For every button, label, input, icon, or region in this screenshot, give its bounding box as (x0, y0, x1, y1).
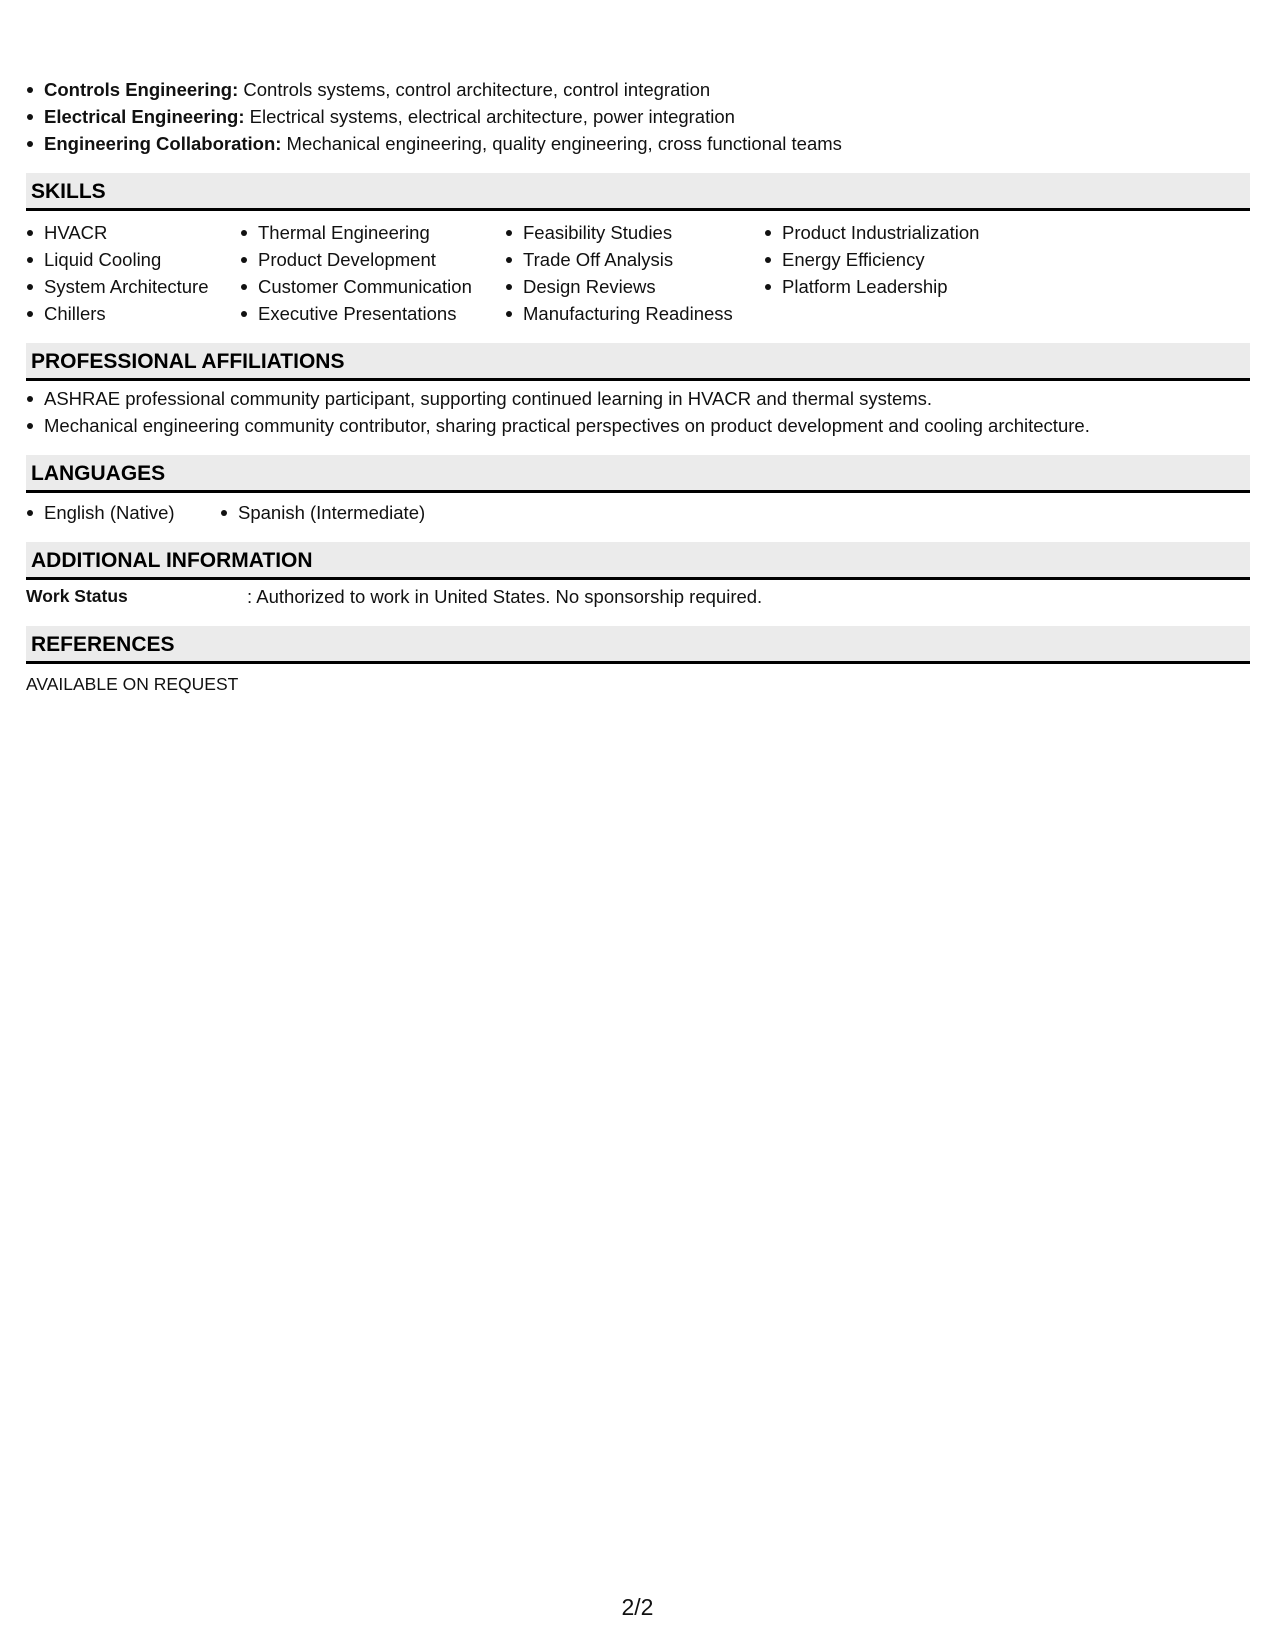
additional-info-heading: ADDITIONAL INFORMATION (26, 542, 1250, 580)
skill-item: Chillers (26, 300, 240, 327)
skills-grid (26, 219, 1250, 327)
skill-item: Feasibility Studies (505, 219, 764, 246)
work-status-row (26, 583, 1250, 610)
skill-item: Trade Off Analysis (505, 246, 764, 273)
page-number: 2/2 (621, 1594, 654, 1620)
skill-item: Product Development (240, 246, 505, 273)
skills-column (505, 219, 764, 327)
skill-item: System Architecture (26, 273, 240, 300)
expertise-text: Mechanical engineering, quality engineering, cross functional teams (281, 133, 842, 154)
expertise-label: Electrical Engineering: (44, 106, 245, 127)
skills-column (764, 219, 1064, 327)
expertise-label: Engineering Collaboration: (44, 133, 282, 154)
languages-list (26, 499, 1250, 526)
work-status-label: Work Status (26, 586, 128, 606)
list-item (26, 130, 1250, 157)
affiliation-item: ASHRAE professional community participant, supporting continued learning in HVACR and thermal systems. (26, 385, 1250, 412)
skills-column (240, 219, 505, 327)
skills-column (26, 219, 240, 327)
language-item: English (Native) (26, 499, 220, 526)
affiliations-heading: PROFESSIONAL AFFILIATIONS (26, 343, 1250, 381)
skill-item: Product Industrialization (764, 219, 1064, 246)
skill-item: Manufacturing Readiness (505, 300, 764, 327)
resume-page (26, 76, 1250, 698)
affiliations-list (26, 385, 1250, 439)
affiliation-item: Mechanical engineering community contributor, sharing practical perspectives on product development and cooling architecture. (26, 412, 1250, 439)
skill-item: Liquid Cooling (26, 246, 240, 273)
skill-item: Energy Efficiency (764, 246, 1064, 273)
skill-item: Thermal Engineering (240, 219, 505, 246)
expertise-text: Controls systems, control architecture, control integration (238, 79, 711, 100)
work-status-value: : Authorized to work in United States. No sponsorship required. (247, 586, 763, 607)
skills-heading: SKILLS (26, 173, 1250, 211)
skill-item: HVACR (26, 219, 240, 246)
skill-item: Design Reviews (505, 273, 764, 300)
expertise-text: Electrical systems, electrical architecture, power integration (244, 106, 735, 127)
references-heading: REFERENCES (26, 626, 1250, 664)
skill-item: Platform Leadership (764, 273, 1064, 300)
references-text: AVAILABLE ON REQUEST (26, 674, 239, 694)
expertise-label: Controls Engineering: (44, 79, 239, 100)
list-item (26, 76, 1250, 103)
language-item: Spanish (Intermediate) (220, 499, 425, 526)
expertise-list (26, 76, 1250, 157)
skill-item: Customer Communication (240, 273, 505, 300)
languages-heading: LANGUAGES (26, 455, 1250, 493)
skill-item: Executive Presentations (240, 300, 505, 327)
list-item (26, 103, 1250, 130)
